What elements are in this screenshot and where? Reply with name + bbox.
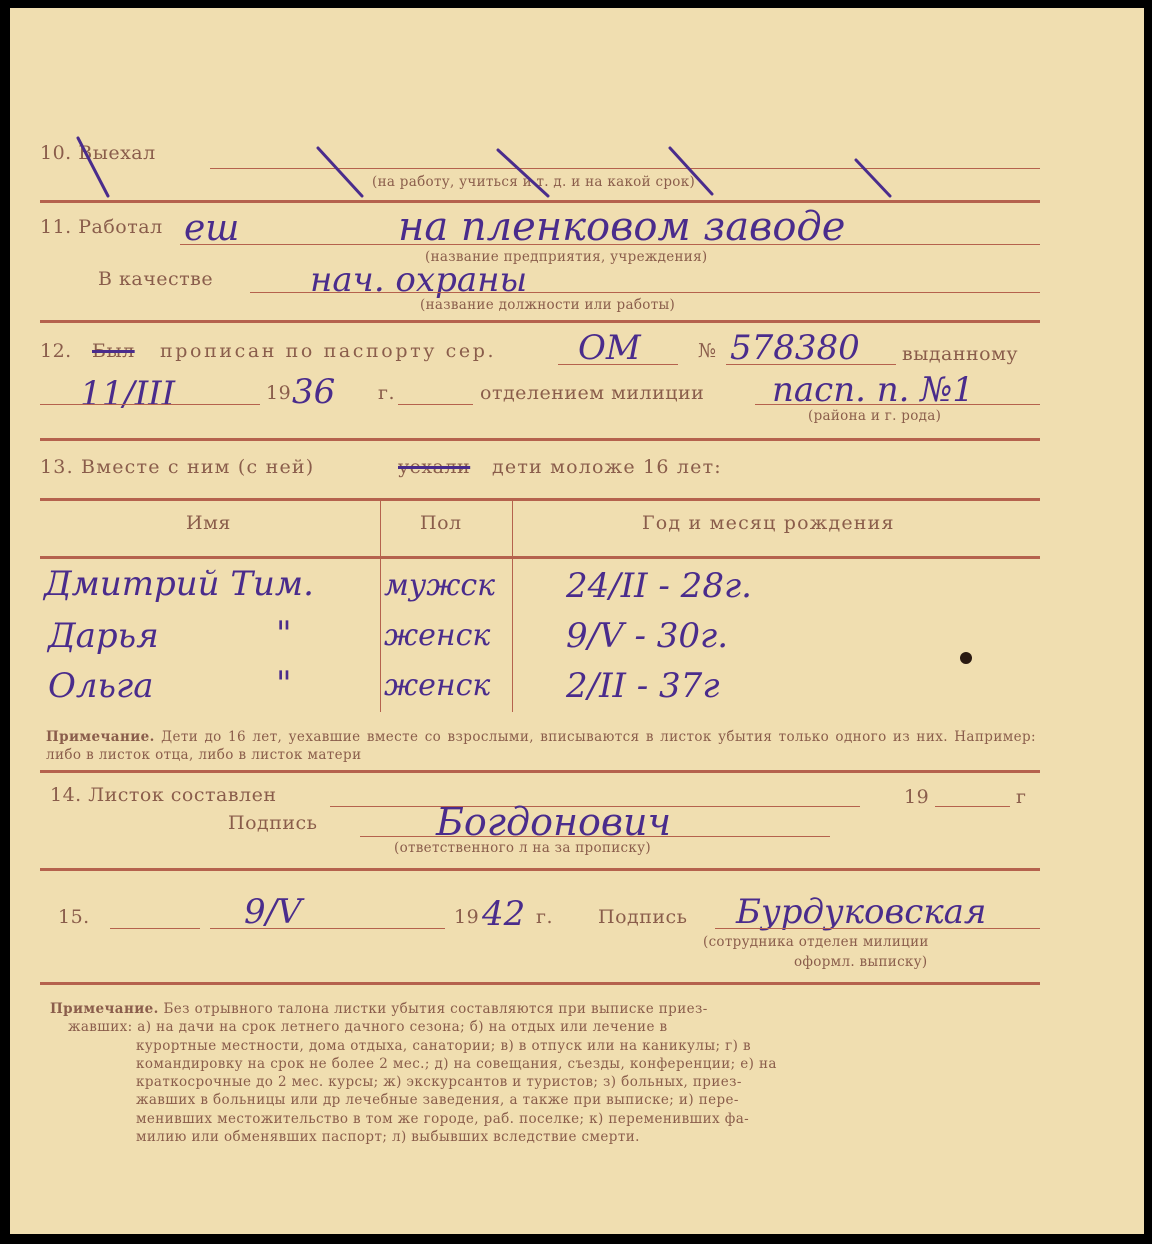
s11-label: 11. Работал [40, 216, 163, 238]
footnote-line-7: менивших местожительство в том же городе, раб. поселке; к) переменивших фа- [136, 1110, 750, 1127]
child-2-sex: женск [384, 618, 491, 653]
column-divider [512, 500, 513, 712]
s11-line [180, 244, 1040, 245]
footnote-line-1 [50, 1000, 1035, 1018]
s14-hw-sign: Богдонович [436, 800, 672, 844]
column-header-name: Имя [186, 512, 231, 534]
s11-caption-org: (название предприятия, учреждения) [425, 249, 708, 265]
s15-hw-year: 42 [482, 894, 526, 934]
s12-text: прописан по паспорту сер. [160, 340, 497, 362]
s13-note-bold: Примечание. [46, 729, 155, 745]
child-2-born: 9/V - 30г. [566, 616, 728, 656]
column-header-born: Год и месяц рождения [642, 512, 895, 534]
s12-number-line [726, 364, 896, 365]
s15-year-suffix: г. [536, 906, 553, 928]
s12-year-prefix: 19 [266, 382, 292, 404]
table-header-rule [40, 556, 1040, 559]
s11-role-label: В качестве [98, 268, 214, 290]
separator [40, 868, 1040, 871]
s12-struck-word: Был [92, 340, 135, 362]
s15-sign-label: Подпись [598, 906, 688, 928]
s12-date-line [40, 404, 260, 405]
footnote-text: Без отрывного талона листки убытия составляются при выписке приез- [163, 1001, 708, 1017]
s12-hw-year: 36 [292, 372, 336, 412]
s13-label-rest: дети моложе 16 лет: [492, 456, 722, 478]
child-1-born: 24/II - 28г. [566, 566, 752, 606]
s15-date-line [210, 928, 445, 929]
s14-year-prefix: 19 [904, 786, 930, 808]
s12-dept-line [755, 404, 1040, 405]
child-3-ditto: " [276, 664, 292, 704]
s15-caption-1: (сотрудника отделен милиции [703, 934, 929, 950]
s15-year-prefix: 19 [454, 906, 480, 928]
footnote-bold: Примечание. [50, 1001, 159, 1017]
separator [40, 438, 1040, 441]
child-1-sex: мужск [384, 568, 496, 603]
table-top-rule [40, 498, 1040, 501]
separator [40, 200, 1040, 203]
footnote-line-5: краткосрочные до 2 мес. курсы; ж) экскурсантов и туристов; з) больных, приез- [136, 1074, 742, 1091]
s12-series-line [558, 364, 678, 365]
child-2-name: Дарья [48, 616, 159, 656]
s14-sign-line [360, 836, 830, 837]
s15-line-1 [110, 928, 200, 929]
s12-year-suffix: г. [378, 382, 395, 404]
child-3-born: 2/II - 37г [566, 666, 720, 706]
s14-sign-label: Подпись [228, 812, 318, 834]
child-3-sex: женск [384, 668, 491, 703]
s13-struck-word: уехали [398, 456, 471, 478]
s12-number-label: № [698, 340, 717, 362]
footnote-line-8: милию или обменявших паспорт; л) выбывших вследствие смерти. [136, 1129, 640, 1146]
s12-issued: выданному [902, 343, 1019, 365]
s12-hw-number: 578380 [730, 328, 860, 368]
s14-label: 14. Листок составлен [50, 784, 277, 806]
s12-hw-date: 11/III [80, 374, 176, 414]
s11-hw-place: на пленковом заводе [398, 204, 846, 250]
child-1-name: Дмитрий Тим. [44, 564, 314, 604]
s10-caption: (на работу, учиться и т. д. и на какой срок) [372, 174, 696, 190]
s15-hw-date: 9/V [244, 892, 302, 932]
child-3-name: Ольга [48, 666, 154, 706]
s11-hw-work: еш [184, 208, 240, 249]
footnote-line-4: командировку на срок не более 2 мес.; д) на совещания, съезды, конференции; е) на [136, 1055, 777, 1072]
s11-caption-role: (название должности или работы) [420, 297, 676, 313]
s15-label: 15. [58, 906, 90, 928]
footnote [50, 1000, 1035, 1146]
footnote-line-2: жавших: а) на дачи на срок летнего дачного сезона; б) на отдых или лечение в [68, 1019, 668, 1036]
s15-caption-2: оформл. выписку) [794, 954, 928, 970]
footnote-line-3: курортные местности, дома отдыха, санатории; в) в отпуск или на каникулы; г) в [136, 1037, 751, 1054]
s12-label: 12. [40, 340, 72, 362]
child-2-ditto: " [276, 614, 292, 654]
separator [40, 982, 1040, 985]
s12-dept: отделением милиции [480, 382, 705, 404]
s10-label: 10. Выехал [40, 142, 156, 164]
s13-note [46, 728, 1036, 765]
s15-sign-line [715, 928, 1040, 929]
s10-line [210, 168, 1040, 169]
separator [40, 770, 1040, 773]
s15-hw-sign: Бурдуковская [736, 892, 987, 932]
footnote-line-6: жавших в больницы или др лечебные заведения, а также при выписке; и) пере- [136, 1092, 739, 1109]
s12-year-line [398, 404, 473, 405]
column-header-sex: Пол [420, 512, 462, 534]
s14-caption: (ответственного л на за прописку) [394, 840, 651, 856]
s12-hw-series: ОМ [578, 328, 641, 368]
s14-year-line [935, 806, 1010, 807]
s12-hw-dept: пасп. п. №1 [772, 370, 975, 410]
s14-year-suffix: г [1016, 786, 1027, 808]
column-divider [380, 500, 381, 712]
s11-role-line [250, 292, 1040, 293]
s13-label: 13. Вместе с ним (с ней) [40, 456, 315, 478]
s13-note-text: Дети до 16 лет, уехавшие вместе со взрослыми, вписываются в листок убытия только одного из них. Например: либо в листок отца, либо в листок матери [46, 729, 1036, 764]
separator [40, 320, 1040, 323]
s12-caption-region: (района и г. рода) [808, 408, 942, 424]
s11-hw-role: нач. охраны [310, 260, 528, 300]
